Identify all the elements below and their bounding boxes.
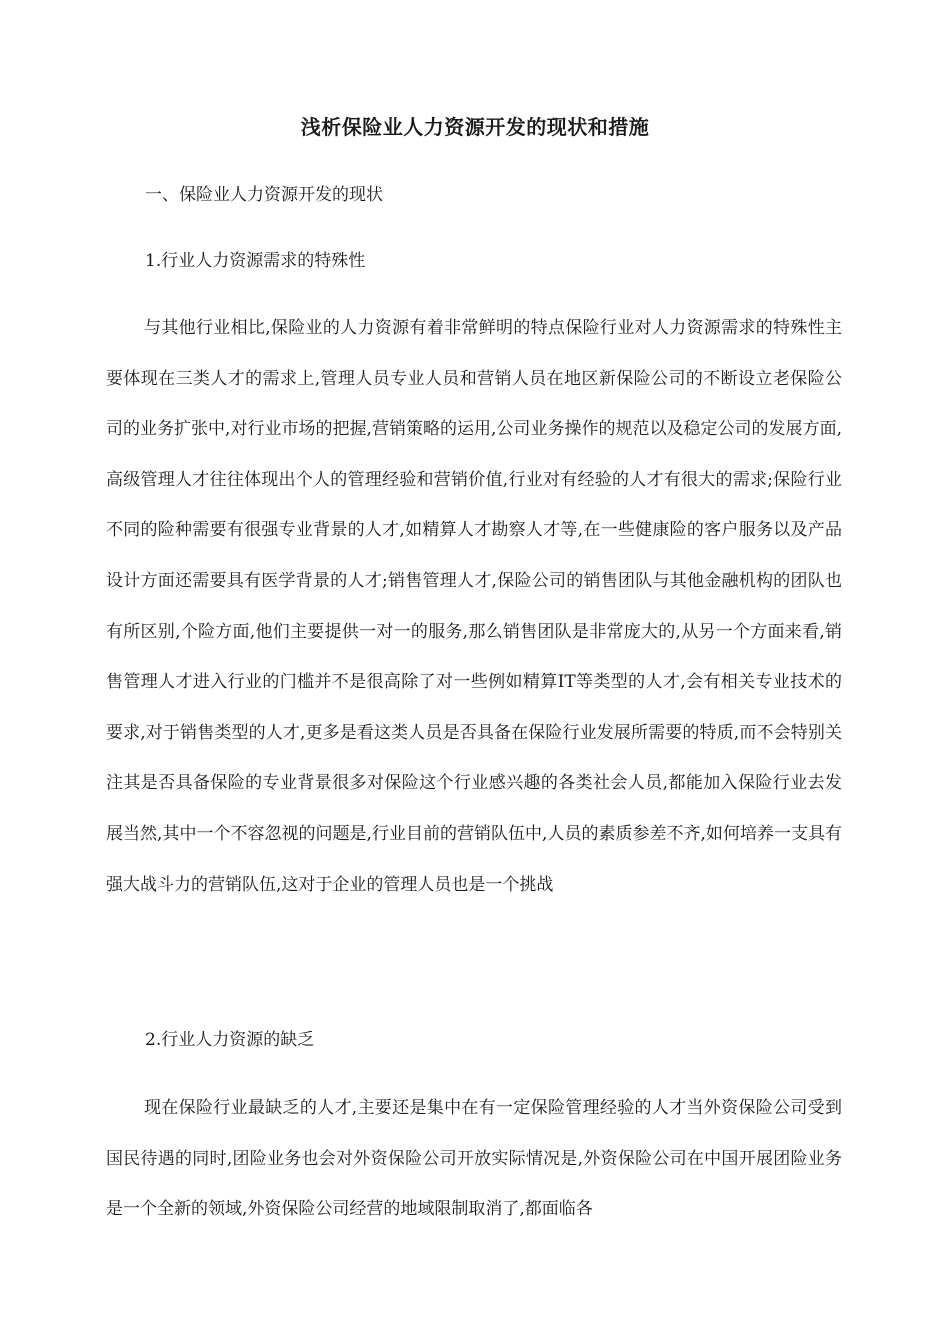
- section-heading: 一、保险业人力资源开发的现状: [145, 185, 383, 205]
- body-paragraph: 现在保险行业最缺乏的人才,主要还是集中在有一定保险管理经验的人才当外资保险公司受到国民待遇的同时,团险业务也会对外资保险公司开放实际情况是,外资保险公司在中国开展团险业务是一个全新的领域,外资保险公司经营的地域限制取消了,都面临各: [106, 1098, 842, 1220]
- subsection-heading: 1.行业人力资源需求的特殊性: [145, 251, 366, 271]
- document-title: 浅析保险业人力资源开发的现状和措施: [300, 115, 650, 139]
- body-paragraph: 与其他行业相比,保险业的人力资源有着非常鲜明的特点保险行业对人力资源需求的特殊性主要体现在三类人才的需求上,管理人员专业人员和营销人员在地区新保险公司的不断设立老保险公司的业务扩张中,对行业市场的把握,营销策略的运用,公司业务操作的规范以及稳定公司的发展方面,高级管理人才往往体现出个人的管理经验和营销价值,行业对有经验的人才有很大的需求;保险行业不同的险种需要有很强专业背景的人才,如精算人才勘察人才等,在一些健康险的客户服务以及产品设计方面还需要具有医学背景的人才;销售管理人才,保险公司的销售团队与其他金融机构的团队也有所区别,个险方面,他们主要提供一对一的服务,那么销售团队是非常庞大的,从另一个方面来看,销售管理人才进入行业的门槛并不是很高除了对一些例如精算IT等类型的人才,会有相关专业技术的要求,对于销售类型的人才,更多是看这类人员是否具备在保险行业发展所需要的特质,而不会特别关注其是否具备保险的专业背景很多对保险这个行业感兴趣的各类社会人员,都能加入保险行业去发展当然,其中一个不容忽视的问题是,行业目前的营销队伍中,人员的素质参差不齐,如何培养一支具有强大战斗力的营销队伍,这对于企业的管理人员也是一个挑战: [106, 318, 842, 895]
- subsection-heading: 2.行业人力资源的缺乏: [145, 1030, 315, 1050]
